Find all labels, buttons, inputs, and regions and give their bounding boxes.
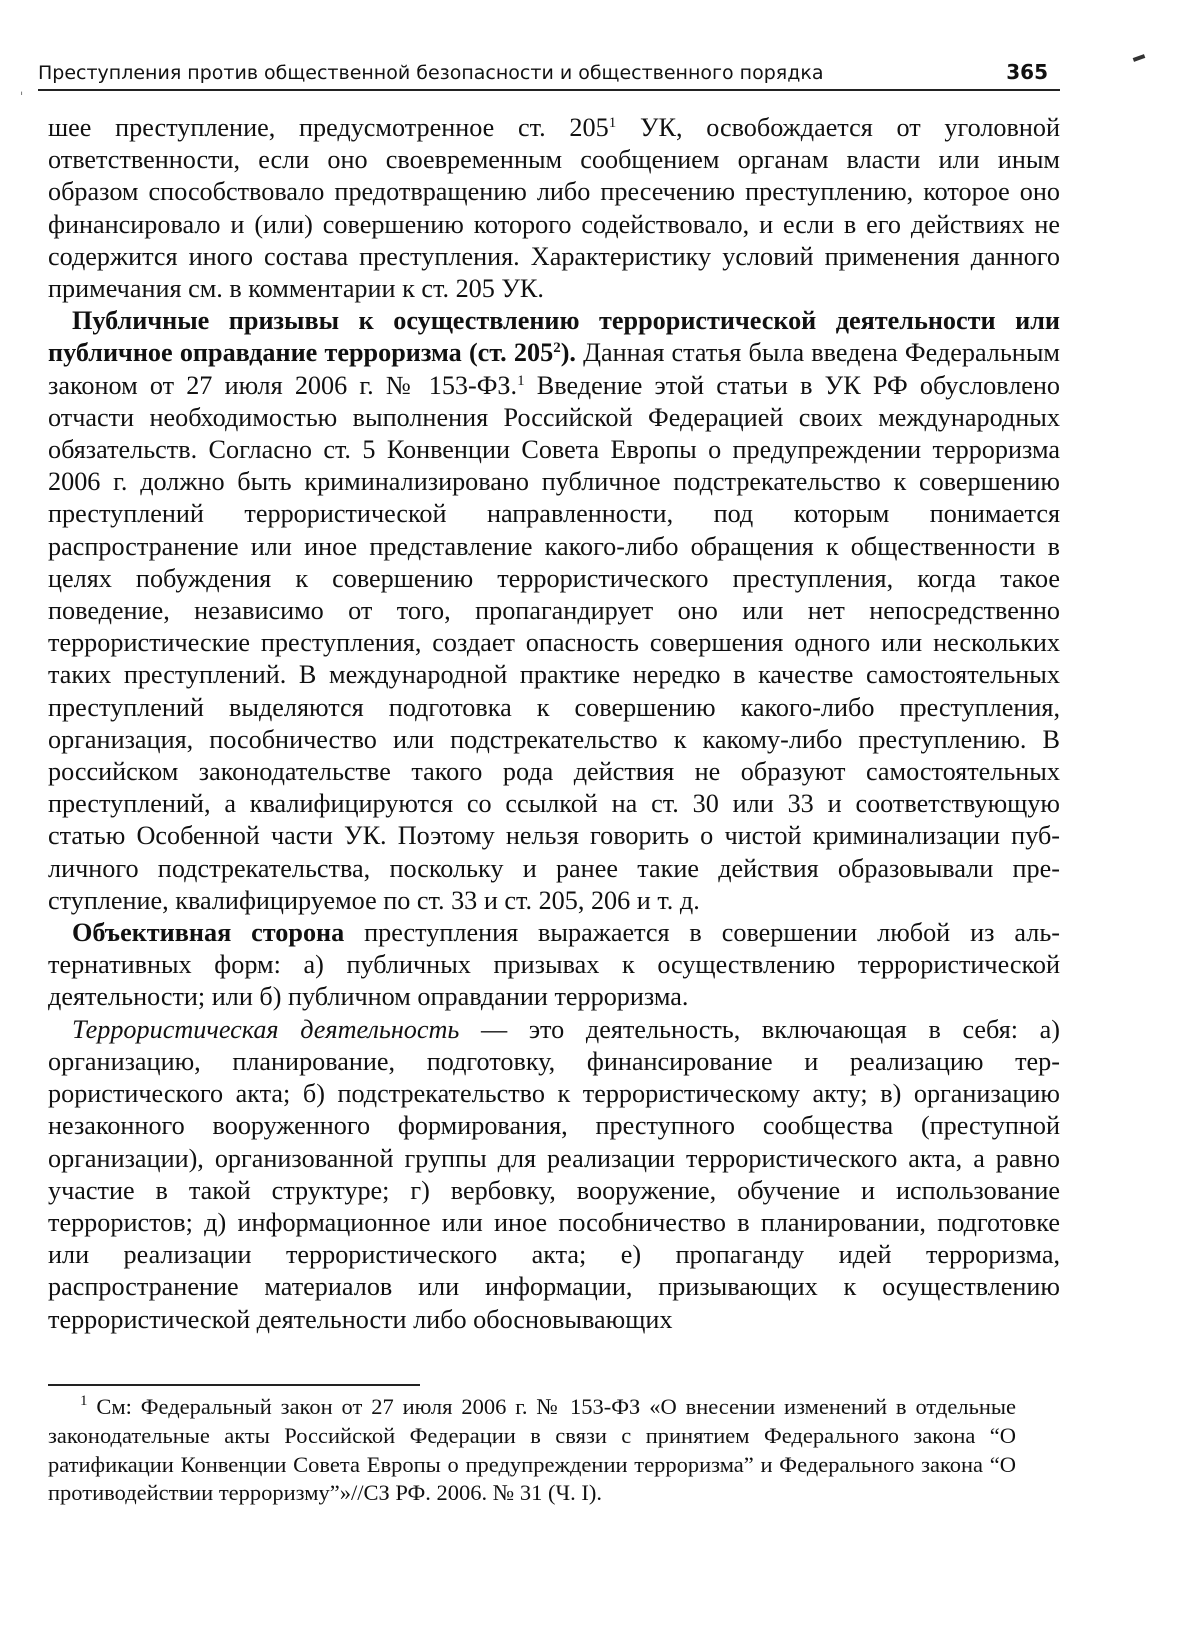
header-rule xyxy=(38,89,1060,91)
footnote-ref: 1 xyxy=(517,372,525,389)
running-header xyxy=(38,60,1058,92)
running-title: Преступления против общественной безопасности и общественного порядка xyxy=(38,62,824,84)
term-italic: Террористическая деятельность xyxy=(72,1014,460,1044)
footnote-rule xyxy=(48,1384,420,1386)
footnote-marker: 1 xyxy=(80,1393,88,1409)
scan-mark xyxy=(1133,54,1146,62)
paragraph-article-205-2: Публичные призывы к осуществлению террористической деятельности или публичное оправдание терроризма (ст. $205^2$). Данная статья была введена Федеральным законом от 27 июля 2006 г. № 153-ФЗ.$^1$ Введение этой статьи в УК РФ обусловлено отчасти необходимостью выполнения Российской Федерацией своих международных обязательств. Согласно ст. 5 Конвенции Совета Европы о предупреждении терроризма 2006 г. должно быть криминализировано публичное подстрекательство к совершению преступлений террористической направленности, под которым понимается распространение или иное представление какого-либо обращения к общественности в целях побуждения к совершению террористического преступления, когда такое поведение, независимо от того, пропагандирует оно или нет непосредственно террористические преступления, создает опасность совершения одного или нескольких таких преступлений. В международной практике нередко в качестве самостоятельных преступлений выделяются подготовка к совершению какого-либо преступления, организация, пособничество или подстрекательство к какому-либо преступлению. В российском законодательстве такого рода действия не образуют самостоятельных преступлений, а квалифицируются со ссылкой на ст. 30 или 33 и соответствующую статью Особенной части УК. Поэтому нельзя говорить о чистой криминализации публичного подстрекательства, поскольку и ранее такие действия образовывали преступление, квалифицируемое по ст. 33 и ст. 205, 206 и т. д. xyxy=(48,306,1060,915)
paragraph-objective-side: Объективная сторона преступления выражается в совершении любой из альтернативных форм: а) публичных призывах к осуществлению террористической деятельности; или б) публичном оправдании терроризма. xyxy=(48,918,1060,1012)
footnote-text: См: Федеральный закон от 27 июля 2006 г. № 153-ФЗ «О внесении изменений в отдельные законодательные акты Российской Федерации в связи с принятием Федерального закона “О ратификации Конвенции Совета Европы о предупреждении терроризма” и Федерального закона “О противодействии терроризму”»//СЗ РФ. 2006. № 31 (Ч. I). xyxy=(48,1394,1016,1506)
paragraph-terrorist-activity: Террористическая деятельность — это деятельность, включающая в себя: а) организацию, планирование, подготовку, финансирование и реализацию террористического акта; б) подстрекательство к террористическому акту; в) организацию незаконного вооруженного формирования, преступного сообщества (преступной организации), организованной группы для реализации террористического акта, а равно участие в такой структуре; г) вербовку, вооружение, обучение и использование террористов; д) информационное или иное пособничество в планировании, подготовке или реализации террористического акта; е) пропаганду идей терроризма, распространение материалов или информации, призывающих к осуществлению террористической деятельности либо обосновывающих xyxy=(48,1014,1060,1334)
paragraph-continuation: шее преступление, предусмотренное ст. $205^1$ УК, освобождается от уголовной ответственности, если оно своевременным сообщением органам власти или иным образом способствовало предотвращению либо пресечению преступлению, которое оно финансировало и (или) совершению которого содействовало, и если в его действиях не содержится иного состава преступления. Характеристику условий применения данного примечания см. в комментарии к ст. 205 УК. xyxy=(48,113,1060,304)
term-heading: Объективная сторона xyxy=(72,918,345,948)
footnote xyxy=(48,1393,1016,1508)
page-number: 365 xyxy=(1006,60,1048,84)
main-text xyxy=(48,112,1060,1336)
article-heading: Публичные призывы к осуществлению террористической деятельности или публичное оправдание терроризма (ст. $205^2$). xyxy=(48,306,1060,368)
scan-mark: ˌ xyxy=(20,82,24,96)
